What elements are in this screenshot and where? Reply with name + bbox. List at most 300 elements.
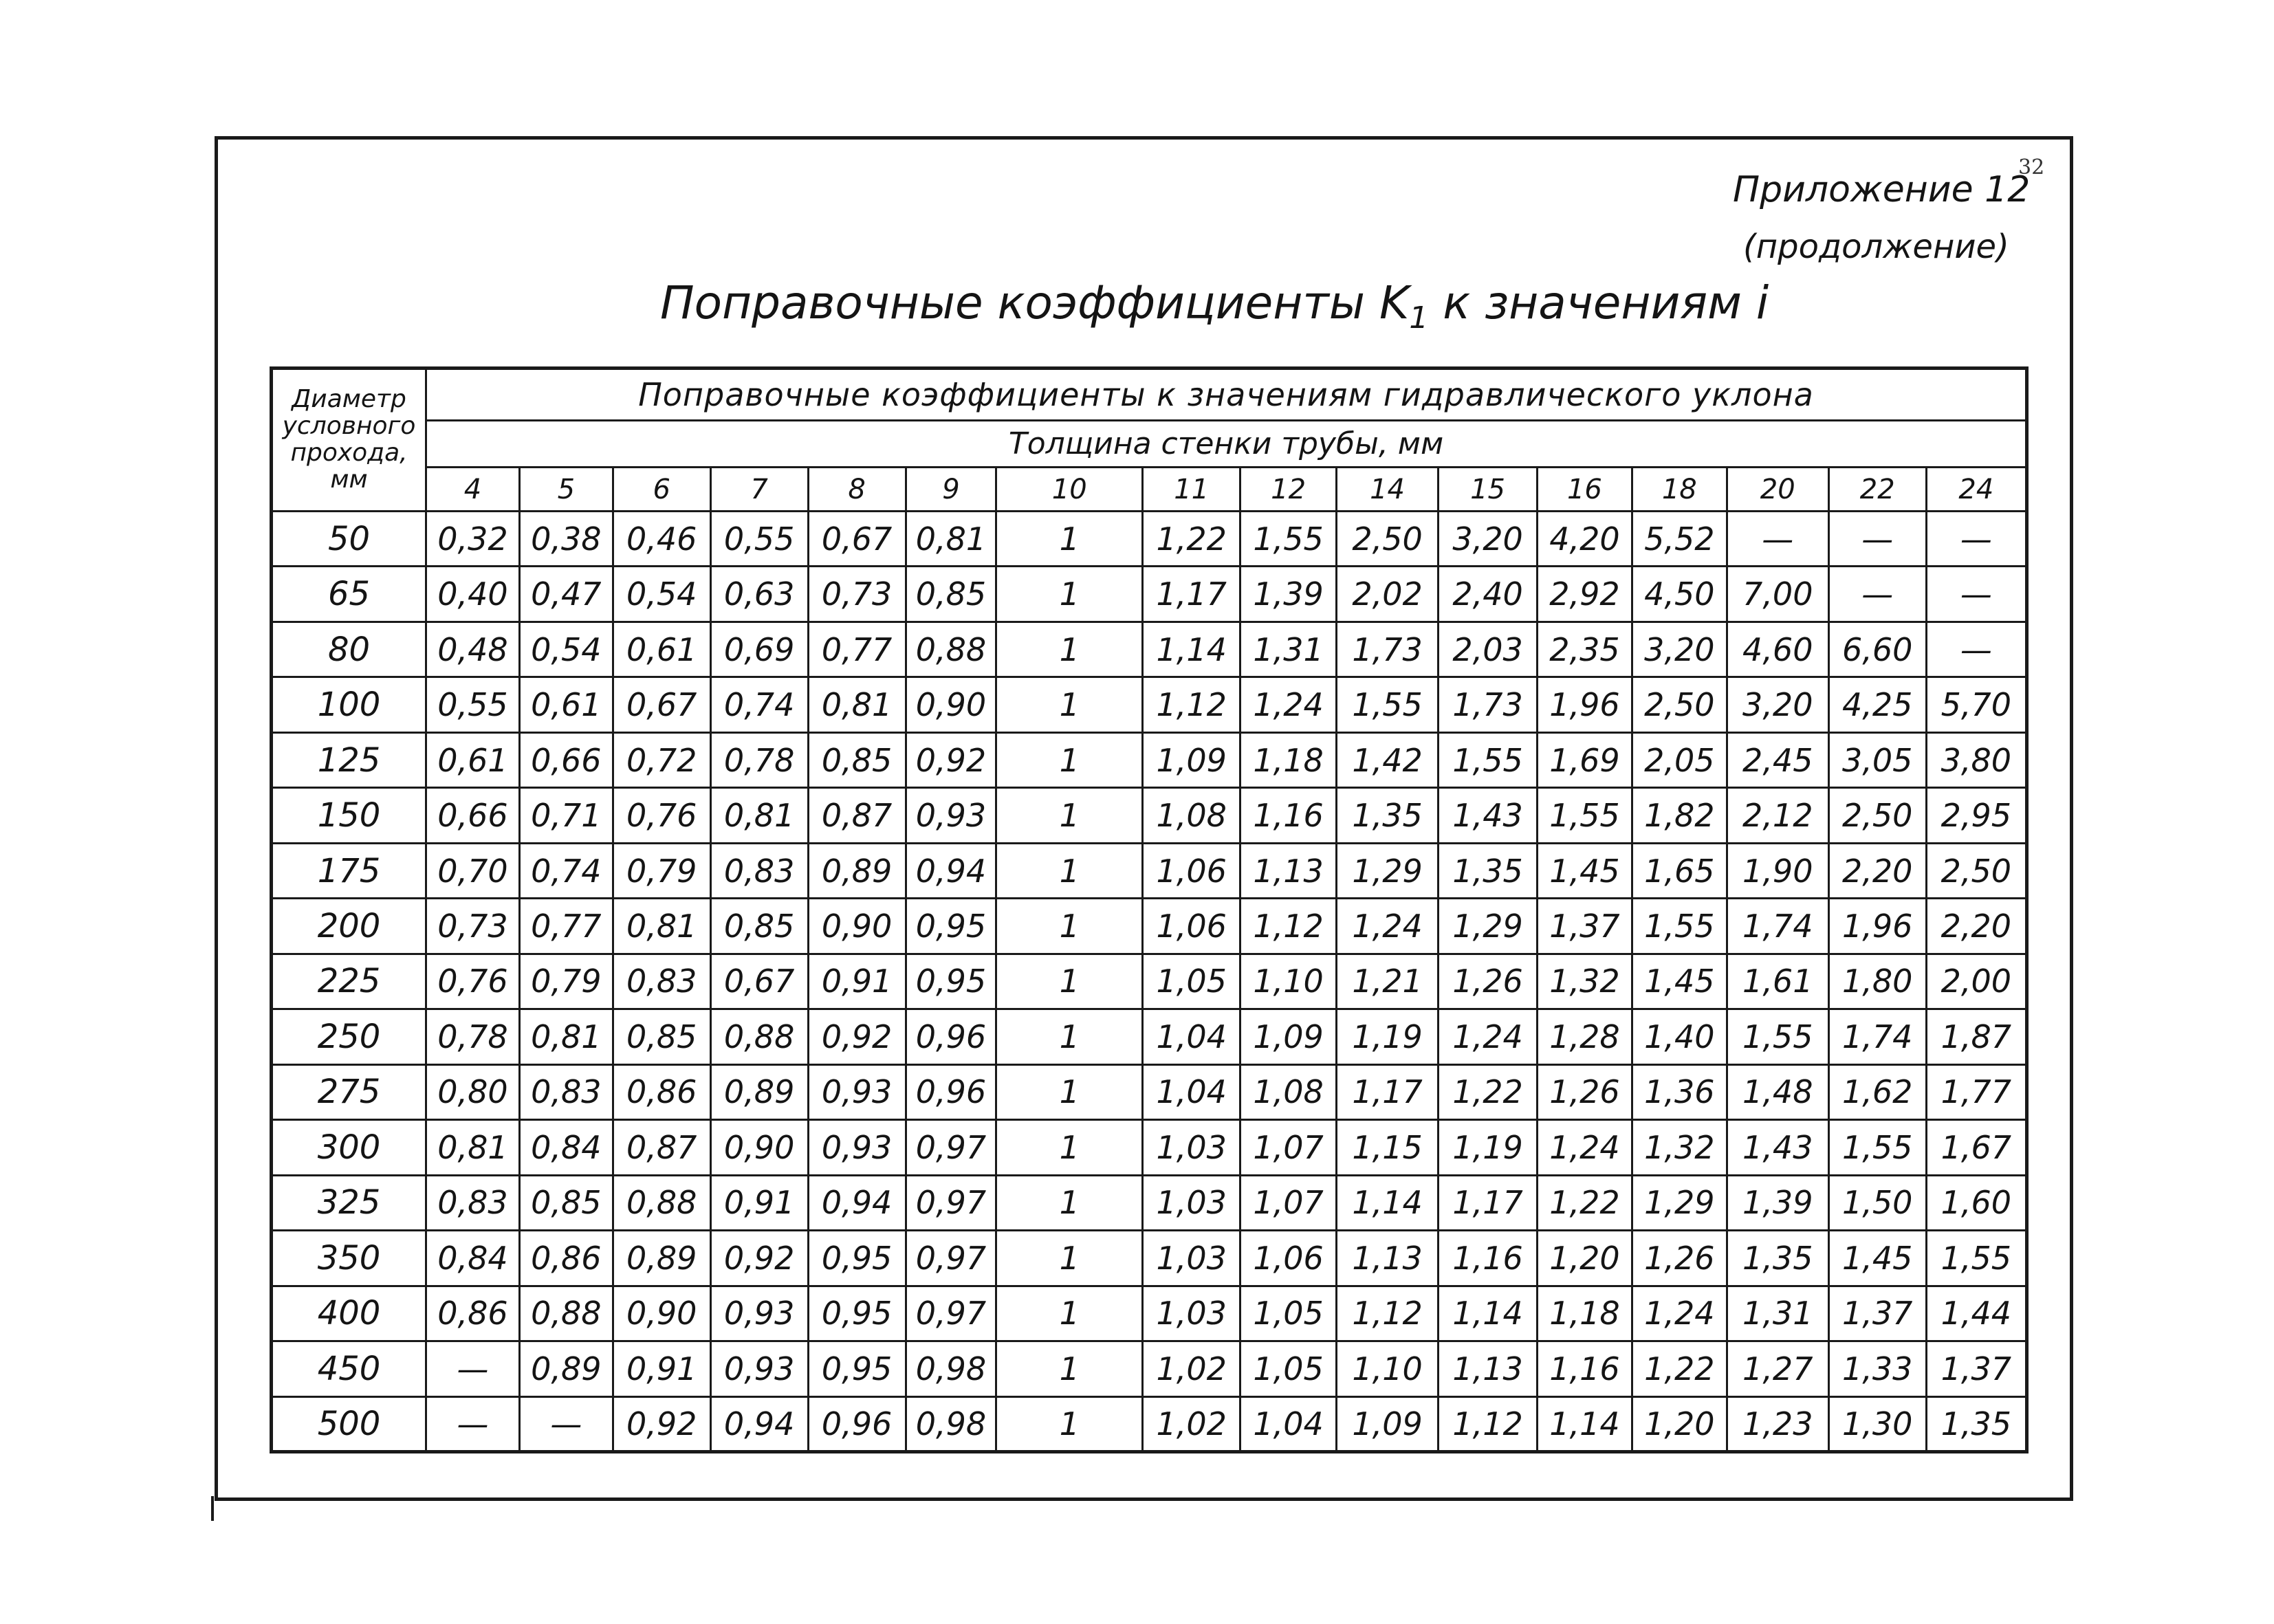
coefficient-cell: 0,88 — [710, 1009, 808, 1064]
coefficient-cell: 0,83 — [426, 1175, 520, 1230]
coefficient-cell: 1,05 — [1143, 954, 1240, 1009]
coefficient-cell: 1,19 — [1439, 1120, 1538, 1175]
table-row — [272, 622, 2027, 677]
coefficient-cell: 2,40 — [1439, 567, 1538, 622]
coefficient-cell: 0,67 — [613, 677, 710, 732]
table-row — [272, 788, 2027, 843]
diameter-cell: 400 — [272, 1286, 426, 1341]
coefficient-cell: 0,97 — [906, 1175, 996, 1230]
coefficients-table — [270, 366, 2029, 1453]
coefficient-cell: 0,89 — [710, 1064, 808, 1119]
coefficient-cell: 0,76 — [613, 788, 710, 843]
thickness-column-10: 10 — [996, 468, 1143, 512]
coefficient-cell: 1,13 — [1240, 843, 1337, 898]
coefficient-cell: 1,13 — [1439, 1341, 1538, 1396]
coefficient-cell: 1,29 — [1337, 843, 1439, 898]
coefficient-cell: 0,93 — [710, 1286, 808, 1341]
coefficient-cell: 1,55 — [1439, 732, 1538, 787]
diameter-cell: 150 — [272, 788, 426, 843]
title-tail: к значениям i — [1443, 276, 1769, 329]
coefficient-cell: 0,55 — [426, 677, 520, 732]
coefficient-cell: 1,32 — [1538, 954, 1632, 1009]
thickness-column-7: 7 — [710, 468, 808, 512]
coefficient-cell: 1,42 — [1337, 732, 1439, 787]
coefficient-cell: 0,81 — [613, 899, 710, 954]
coefficient-cell: 1,17 — [1439, 1175, 1538, 1230]
thickness-column-16: 16 — [1538, 468, 1632, 512]
coefficient-cell: 1,10 — [1337, 1341, 1439, 1396]
coefficient-cell: 2,03 — [1439, 622, 1538, 677]
coefficient-cell: 0,79 — [519, 954, 613, 1009]
coefficient-cell: 0,46 — [613, 512, 710, 567]
coefficient-cell: 1,73 — [1337, 622, 1439, 677]
coefficient-cell: 0,73 — [426, 899, 520, 954]
coefficient-cell: 0,95 — [906, 899, 996, 954]
coefficient-cell: 0,72 — [613, 732, 710, 787]
coefficient-cell: 0,83 — [519, 1064, 613, 1119]
coefficient-cell: 0,55 — [710, 512, 808, 567]
coefficient-cell: 0,96 — [906, 1009, 996, 1064]
thickness-column-18: 18 — [1632, 468, 1727, 512]
coefficient-cell: 0,32 — [426, 512, 520, 567]
coefficient-cell: 1,14 — [1337, 1175, 1439, 1230]
coefficient-cell: 1,16 — [1240, 788, 1337, 843]
coefficient-cell: 1,90 — [1727, 843, 1828, 898]
coefficient-cell: 1,24 — [1439, 1009, 1538, 1064]
coefficient-cell: 1,06 — [1143, 843, 1240, 898]
coefficient-cell: 1,03 — [1143, 1120, 1240, 1175]
table-row — [272, 843, 2027, 898]
thickness-column-5: 5 — [519, 468, 613, 512]
coefficient-cell: 1,18 — [1240, 732, 1337, 787]
coefficient-cell: 4,25 — [1828, 677, 1926, 732]
coefficient-cell: 0,69 — [710, 622, 808, 677]
coefficient-cell: 0,92 — [613, 1396, 710, 1452]
coefficient-cell: 0,84 — [426, 1231, 520, 1286]
coefficient-cell: 0,87 — [808, 788, 906, 843]
coefficient-cell: 0,95 — [808, 1286, 906, 1341]
coefficient-cell: 1,55 — [1337, 677, 1439, 732]
coefficient-cell: 1,20 — [1538, 1231, 1632, 1286]
coefficient-cell: 1,20 — [1632, 1396, 1727, 1452]
coefficient-cell: 1,04 — [1143, 1064, 1240, 1119]
diameter-cell: 325 — [272, 1175, 426, 1230]
frame-mark — [211, 1496, 214, 1521]
coefficient-cell: 1,04 — [1143, 1009, 1240, 1064]
coefficient-cell: 1,35 — [1727, 1231, 1828, 1286]
coefficient-cell: 1,07 — [1240, 1120, 1337, 1175]
thickness-column-8: 8 — [808, 468, 906, 512]
coefficient-cell: 1,82 — [1632, 788, 1727, 843]
coefficient-cell: 1,50 — [1828, 1175, 1926, 1230]
coefficient-cell: 3,80 — [1926, 732, 2026, 787]
thickness-column-11: 11 — [1143, 468, 1240, 512]
coefficient-cell: 0,87 — [613, 1120, 710, 1175]
table-row — [272, 1396, 2027, 1452]
coefficient-cell: 1 — [996, 1064, 1143, 1119]
coefficient-cell: 3,20 — [1632, 622, 1727, 677]
diameter-cell: 65 — [272, 567, 426, 622]
coefficient-cell: 0,90 — [906, 677, 996, 732]
coefficient-cell: 1 — [996, 843, 1143, 898]
coefficient-cell: 1,12 — [1240, 899, 1337, 954]
coefficient-cell: 1 — [996, 512, 1143, 567]
thickness-header: Толщина стенки трубы, мм — [426, 421, 2027, 468]
coefficient-cell: 1,87 — [1926, 1009, 2026, 1064]
coefficient-cell: 0,98 — [906, 1396, 996, 1452]
coefficient-cell: 4,50 — [1632, 567, 1727, 622]
coefficient-cell: 1 — [996, 1286, 1143, 1341]
coefficient-cell: 2,20 — [1926, 899, 2026, 954]
coefficient-cell: 1 — [996, 1009, 1143, 1064]
coefficient-cell: 6,60 — [1828, 622, 1926, 677]
coefficient-cell: 0,81 — [426, 1120, 520, 1175]
coefficient-cell: 4,60 — [1727, 622, 1828, 677]
coefficient-cell: 5,70 — [1926, 677, 2026, 732]
table-row — [272, 1009, 2027, 1064]
coefficient-cell: 0,91 — [613, 1341, 710, 1396]
diameter-cell: 350 — [272, 1231, 426, 1286]
table-row — [272, 899, 2027, 954]
coefficient-cell: 2,50 — [1632, 677, 1727, 732]
coefficient-cell: 1,40 — [1632, 1009, 1727, 1064]
thickness-column-14: 14 — [1337, 468, 1439, 512]
page-number: 32 — [2018, 155, 2045, 179]
coefficient-cell: 0,77 — [808, 622, 906, 677]
table-row — [272, 1064, 2027, 1119]
group-header: Поправочные коэффициенты к значениям гидравлического уклона — [426, 369, 2027, 421]
coefficient-cell: 2,92 — [1538, 567, 1632, 622]
coefficient-cell: — — [1727, 512, 1828, 567]
coefficient-cell: 1,09 — [1337, 1396, 1439, 1452]
table-row — [272, 677, 2027, 732]
coefficient-cell: 0,92 — [710, 1231, 808, 1286]
coefficient-cell: 1,29 — [1439, 899, 1538, 954]
coefficient-cell: 0,90 — [613, 1286, 710, 1341]
coefficient-cell: 0,81 — [808, 677, 906, 732]
diameter-cell: 450 — [272, 1341, 426, 1396]
coefficient-cell: 0,96 — [808, 1396, 906, 1452]
coefficient-cell: 0,74 — [710, 677, 808, 732]
coefficient-cell: 1 — [996, 622, 1143, 677]
coefficient-cell: 1,55 — [1538, 788, 1632, 843]
coefficient-cell: 1,43 — [1727, 1120, 1828, 1175]
coefficient-cell: 1,96 — [1828, 899, 1926, 954]
coefficient-cell: 0,73 — [808, 567, 906, 622]
coefficient-cell: 1,36 — [1632, 1064, 1727, 1119]
coefficient-cell: 1,31 — [1727, 1286, 1828, 1341]
coefficient-cell: 0,47 — [519, 567, 613, 622]
coefficient-cell: 1,39 — [1240, 567, 1337, 622]
diameter-cell: 250 — [272, 1009, 426, 1064]
coefficient-cell: 4,20 — [1538, 512, 1632, 567]
coefficient-cell: 1,37 — [1828, 1286, 1926, 1341]
coefficient-cell: 1,45 — [1538, 843, 1632, 898]
coefficient-cell: 1,23 — [1727, 1396, 1828, 1452]
coefficient-cell: 1,55 — [1632, 899, 1727, 954]
coefficient-cell: 1,19 — [1337, 1009, 1439, 1064]
coefficient-cell: 1,26 — [1632, 1231, 1727, 1286]
coefficient-cell: 2,35 — [1538, 622, 1632, 677]
coefficient-cell: 1,80 — [1828, 954, 1926, 1009]
coefficient-cell: 0,40 — [426, 567, 520, 622]
thickness-column-6: 6 — [613, 468, 710, 512]
coefficient-cell: 0,89 — [613, 1231, 710, 1286]
coefficient-cell: 0,76 — [426, 954, 520, 1009]
coefficient-cell: 1,45 — [1828, 1231, 1926, 1286]
coefficient-cell: 1,02 — [1143, 1341, 1240, 1396]
coefficient-cell: 1,48 — [1727, 1064, 1828, 1119]
appendix-continuation: (продолжение) — [1743, 228, 2009, 266]
coefficient-cell: 1,21 — [1337, 954, 1439, 1009]
coefficient-cell: 1,02 — [1143, 1396, 1240, 1452]
coefficient-cell: 3,05 — [1828, 732, 1926, 787]
thickness-column-9: 9 — [906, 468, 996, 512]
coefficient-cell: 1,37 — [1926, 1341, 2026, 1396]
coefficient-cell: — — [1926, 512, 2026, 567]
coefficient-cell: 0,94 — [906, 843, 996, 898]
coefficient-cell: 1,28 — [1538, 1009, 1632, 1064]
coefficient-cell: 1,05 — [1240, 1341, 1337, 1396]
coefficient-cell: 1,10 — [1240, 954, 1337, 1009]
thickness-column-24: 24 — [1926, 468, 2026, 512]
coefficient-cell: 1,09 — [1240, 1009, 1337, 1064]
coefficient-cell: 1,08 — [1143, 788, 1240, 843]
coefficient-cell: 0,61 — [426, 732, 520, 787]
coefficient-cell: 1,43 — [1439, 788, 1538, 843]
coefficient-cell: 1,24 — [1337, 899, 1439, 954]
coefficient-cell: — — [426, 1341, 520, 1396]
coefficient-cell: 1,65 — [1632, 843, 1727, 898]
coefficient-cell: 1,16 — [1538, 1341, 1632, 1396]
coefficient-cell: 3,20 — [1727, 677, 1828, 732]
coefficient-cell: 1,09 — [1143, 732, 1240, 787]
coefficient-cell: 0,94 — [808, 1175, 906, 1230]
coefficient-cell: 1,03 — [1143, 1231, 1240, 1286]
coefficient-cell: 1,18 — [1538, 1286, 1632, 1341]
coefficient-cell: — — [426, 1396, 520, 1452]
table-row — [272, 1175, 2027, 1230]
coefficient-cell: 1 — [996, 1120, 1143, 1175]
coefficient-cell: 0,61 — [613, 622, 710, 677]
coefficient-cell: 0,97 — [906, 1231, 996, 1286]
table-row — [272, 732, 2027, 787]
coefficient-cell: 0,95 — [808, 1231, 906, 1286]
coefficient-cell: 0,38 — [519, 512, 613, 567]
coefficient-cell: 1,24 — [1538, 1120, 1632, 1175]
diameter-cell: 300 — [272, 1120, 426, 1175]
coefficient-cell: — — [1926, 567, 2026, 622]
coefficient-cell: 0,97 — [906, 1286, 996, 1341]
coefficient-cell: 1,22 — [1439, 1064, 1538, 1119]
coefficient-cell: 1 — [996, 1341, 1143, 1396]
diameter-cell: 500 — [272, 1396, 426, 1452]
coefficient-cell: 1,06 — [1143, 899, 1240, 954]
diameter-cell: 200 — [272, 899, 426, 954]
coefficient-cell: 0,85 — [519, 1175, 613, 1230]
coefficient-cell: 0,90 — [808, 899, 906, 954]
coefficient-cell: 1,74 — [1727, 899, 1828, 954]
coefficient-cell: 0,89 — [519, 1341, 613, 1396]
coefficient-cell: 1,96 — [1538, 677, 1632, 732]
coefficient-cell: 0,54 — [519, 622, 613, 677]
thickness-column-22: 22 — [1828, 468, 1926, 512]
thickness-column-12: 12 — [1240, 468, 1337, 512]
diameter-column-header: Диаметр условного прохода, мм — [272, 369, 426, 512]
table-row — [272, 954, 2027, 1009]
coefficient-cell: 0,81 — [906, 512, 996, 567]
coefficient-cell: 1,14 — [1538, 1396, 1632, 1452]
coefficient-cell: 1,07 — [1240, 1175, 1337, 1230]
coefficient-cell: 1,26 — [1538, 1064, 1632, 1119]
coefficient-cell: 0,67 — [710, 954, 808, 1009]
coefficient-cell: 0,83 — [710, 843, 808, 898]
coefficient-cell: 0,90 — [710, 1120, 808, 1175]
coefficient-cell: 1,37 — [1538, 899, 1632, 954]
coefficient-cell: 1,08 — [1240, 1064, 1337, 1119]
coefficient-cell: 1,17 — [1337, 1064, 1439, 1119]
coefficient-cell: 0,86 — [519, 1231, 613, 1286]
thickness-column-20: 20 — [1727, 468, 1828, 512]
coefficient-cell: 1,29 — [1632, 1175, 1727, 1230]
coefficient-cell: 2,00 — [1926, 954, 2026, 1009]
coefficient-cell: 1,24 — [1240, 677, 1337, 732]
coefficient-cell: 1 — [996, 677, 1143, 732]
coefficient-cell: — — [1926, 622, 2026, 677]
coefficient-cell: 1 — [996, 788, 1143, 843]
coefficient-cell: 0,86 — [426, 1286, 520, 1341]
coefficient-cell: 0,61 — [519, 677, 613, 732]
coefficient-cell: 1,74 — [1828, 1009, 1926, 1064]
diameter-cell: 275 — [272, 1064, 426, 1119]
coefficient-cell: 0,94 — [710, 1396, 808, 1452]
coefficient-cell: 0,92 — [906, 732, 996, 787]
coefficient-cell: 0,93 — [808, 1120, 906, 1175]
coefficient-cell: 2,20 — [1828, 843, 1926, 898]
coefficient-cell: 1 — [996, 567, 1143, 622]
table-row — [272, 1341, 2027, 1396]
coefficient-cell: 0,98 — [906, 1341, 996, 1396]
coefficient-cell: 1,03 — [1143, 1286, 1240, 1341]
diameter-cell: 50 — [272, 512, 426, 567]
coefficient-cell: 1,77 — [1926, 1064, 2026, 1119]
coefficient-cell: 1,27 — [1727, 1341, 1828, 1396]
coefficient-cell: 0,80 — [426, 1064, 520, 1119]
coefficient-cell: 0,81 — [710, 788, 808, 843]
coefficient-cell: 1,03 — [1143, 1175, 1240, 1230]
coefficient-cell: 1,12 — [1439, 1396, 1538, 1452]
coefficient-cell: 0,91 — [710, 1175, 808, 1230]
coefficient-cell: 0,66 — [519, 732, 613, 787]
coefficient-cell: 1,67 — [1926, 1120, 2026, 1175]
coefficient-cell: 0,85 — [906, 567, 996, 622]
coefficient-cell: 1,24 — [1632, 1286, 1727, 1341]
coefficient-cell: 1 — [996, 954, 1143, 1009]
coefficient-cell: 1,16 — [1439, 1231, 1538, 1286]
coefficient-cell: 0,93 — [710, 1341, 808, 1396]
table-row — [272, 1231, 2027, 1286]
coefficient-cell: 1,55 — [1926, 1231, 2026, 1286]
coefficient-cell: 0,81 — [519, 1009, 613, 1064]
coefficient-cell: 1,15 — [1337, 1120, 1439, 1175]
coefficient-cell: 1 — [996, 1231, 1143, 1286]
coefficient-cell: 2,50 — [1926, 843, 2026, 898]
title-main: Поправочные коэффициенты K — [660, 276, 1410, 329]
diameter-cell: 100 — [272, 677, 426, 732]
coefficient-cell: 1,45 — [1632, 954, 1727, 1009]
coefficient-cell: 0,93 — [808, 1064, 906, 1119]
table-body — [272, 512, 2027, 1452]
coefficient-cell: 1,14 — [1143, 622, 1240, 677]
thickness-columns-row — [272, 468, 2027, 512]
coefficient-cell: 1,17 — [1143, 567, 1240, 622]
coefficient-cell: 0,97 — [906, 1120, 996, 1175]
coefficient-cell: 0,86 — [613, 1064, 710, 1119]
table-row — [272, 512, 2027, 567]
coefficient-cell: 0,63 — [710, 567, 808, 622]
coefficient-cell: 1 — [996, 1396, 1143, 1452]
coefficient-cell: 0,83 — [613, 954, 710, 1009]
coefficient-cell: 1,14 — [1439, 1286, 1538, 1341]
coefficient-cell: 0,93 — [906, 788, 996, 843]
coefficient-cell: 1,60 — [1926, 1175, 2026, 1230]
coefficient-cell: 1,26 — [1439, 954, 1538, 1009]
coefficient-cell: 0,95 — [906, 954, 996, 1009]
diameter-cell: 175 — [272, 843, 426, 898]
coefficient-cell: 0,71 — [519, 788, 613, 843]
coefficient-cell: 1,33 — [1828, 1341, 1926, 1396]
diameter-cell: 80 — [272, 622, 426, 677]
coefficient-cell: 1,06 — [1240, 1231, 1337, 1286]
coefficient-cell: — — [1828, 567, 1926, 622]
coefficient-cell: 0,95 — [808, 1341, 906, 1396]
coefficient-cell: 1,12 — [1337, 1286, 1439, 1341]
appendix-label: Приложение 12 — [1733, 169, 2031, 210]
coefficient-cell: — — [1828, 512, 1926, 567]
diameter-cell: 225 — [272, 954, 426, 1009]
coefficient-cell: 1,44 — [1926, 1286, 2026, 1341]
coefficient-cell: 2,12 — [1727, 788, 1828, 843]
coefficient-cell: 2,02 — [1337, 567, 1439, 622]
coefficient-cell: 0,79 — [613, 843, 710, 898]
coefficient-cell: 1,22 — [1632, 1341, 1727, 1396]
coefficient-cell: 1,12 — [1143, 677, 1240, 732]
coefficient-cell: 0,48 — [426, 622, 520, 677]
coefficient-cell: 0,78 — [426, 1009, 520, 1064]
coefficient-cell: 0,92 — [808, 1009, 906, 1064]
coefficient-cell: 0,66 — [426, 788, 520, 843]
table-row — [272, 1120, 2027, 1175]
coefficient-cell: 1 — [996, 1175, 1143, 1230]
coefficient-cell: 0,91 — [808, 954, 906, 1009]
table-row — [272, 1286, 2027, 1341]
coefficient-cell: 2,50 — [1337, 512, 1439, 567]
coefficient-cell: 1,55 — [1240, 512, 1337, 567]
coefficient-cell: 1 — [996, 899, 1143, 954]
coefficient-cell: 0,85 — [613, 1009, 710, 1064]
coefficient-cell: 2,45 — [1727, 732, 1828, 787]
coefficient-cell: 7,00 — [1727, 567, 1828, 622]
coefficient-cell: 0,54 — [613, 567, 710, 622]
coefficient-cell: 0,85 — [710, 899, 808, 954]
coefficient-cell: 1,22 — [1143, 512, 1240, 567]
coefficient-cell: 1,35 — [1926, 1396, 2026, 1452]
coefficient-cell: 0,96 — [906, 1064, 996, 1119]
coefficient-cell: 1 — [996, 732, 1143, 787]
coefficient-cell: 0,70 — [426, 843, 520, 898]
coefficient-cell: 0,88 — [906, 622, 996, 677]
coefficient-cell: 1,39 — [1727, 1175, 1828, 1230]
